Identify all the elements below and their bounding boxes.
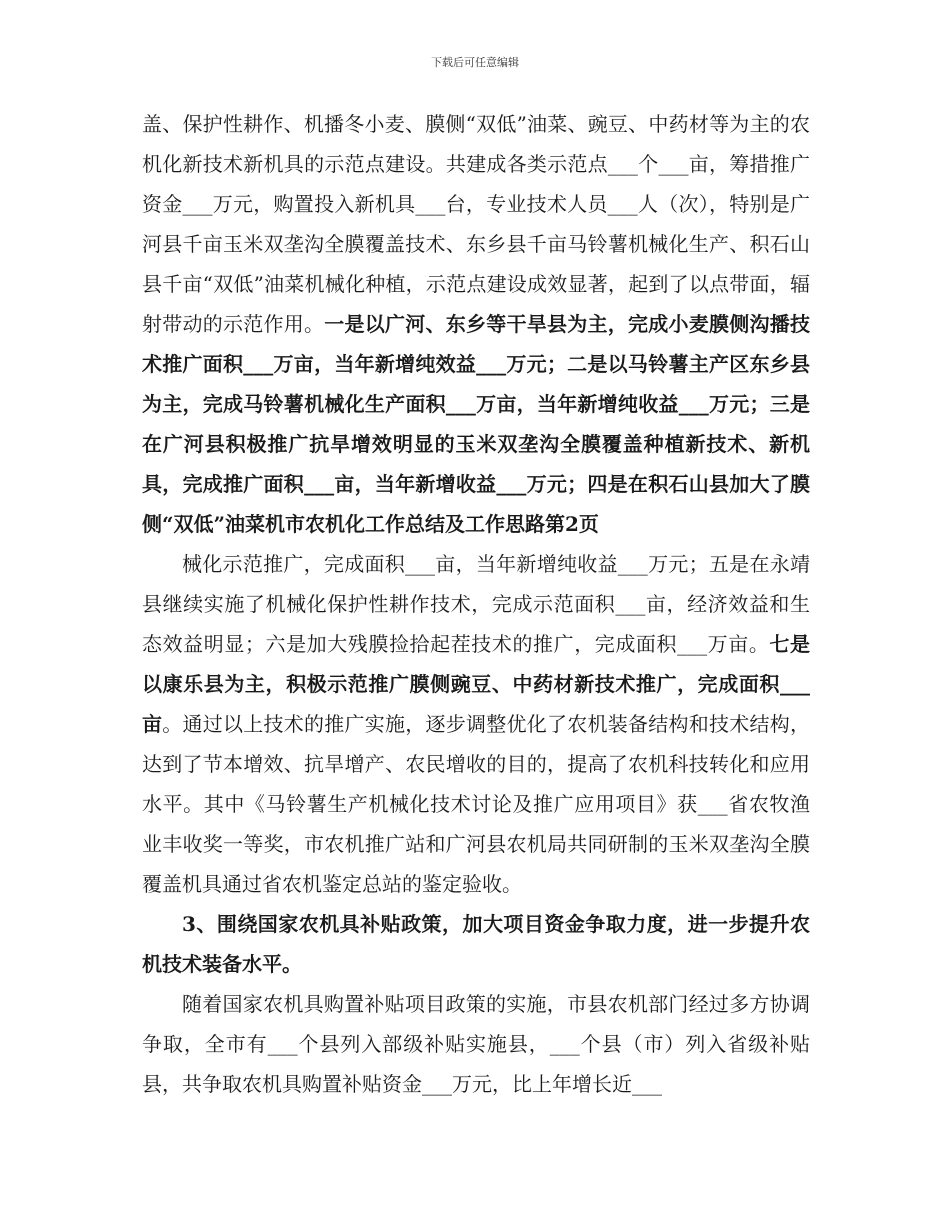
section-heading-3: 3、围绕国家农机具补贴政策，加大项目资金争取力度，进一步提升农机技术装备水平。: [142, 912, 810, 976]
paragraph-subsidy-policy: 随着国家农机具购置补贴项目政策的实施，市县农机部门经过多方协调争取，全市有___个县列入部级补贴实施县，___个县（市）列入省级补贴县，共争取农机具购置补贴资金___万元，比上年增长近___: [142, 992, 810, 1096]
paragraph-bold-text: 七是以康乐县为主，积极示范推广膜侧豌豆、中药材新技术推广，完成面积___亩: [142, 632, 811, 736]
paragraph-demonstration-sites: [142, 104, 810, 544]
paragraph-text: 盖、保护性耕作、机播冬小麦、膜侧“双低”油菜、豌豆、中药材等为主的农机化新技术新机具的示范点建设。共建成各类示范点___个___亩，筹措推广资金___万元，购置投入新机具___台，专业技术人员___人（次），特别是广河县千亩玉米双垄沟全膜覆盖技术、东乡县千亩马铃薯机械化生产、积石山县千亩“双低”油菜机械化种植，示范点建设成效显著，起到了以点带面，辐射带动的示范作用。: [142, 112, 810, 336]
paragraph-bold-text: 一是以广河、东乡等干旱县为主，完成小麦膜侧沟播技术推广面积___万亩，当年新增纯效益___万元；二是以马铃薯主产区东乡县为主，完成马铃薯机械化生产面积___万亩，当年新增纯收益___万元；三是在广河县积极推广抗旱增效明显的玉米双垄沟全膜覆盖种植新技术、新机具，完成推广面积___亩，当年新增收益___万元；四是在积石山县加大了膜侧“双低”油菜机市农机化工作总结及工作思路第2页: [142, 312, 810, 536]
page-header: 下载后可任意编辑: [431, 56, 519, 69]
paragraph-text: 械化示范推广，完成面积___亩，当年新增纯收益___万元；五是在永靖县继续实施了机械化保护性耕作技术，完成示范面积___亩，经济效益和生态效益明显；六是加大残膜捡拾起茬技术的推广，完成面积___万亩。: [142, 552, 810, 656]
paragraph-promotion-results: [142, 544, 810, 904]
paragraph-text: 。通过以上技术的推广实施，逐步调整优化了农机装备结构和技术结构，达到了节本增效、抗旱增产、农民增收的目的，提高了农机科技转化和应用水平。其中《马铃薯生产机械化技术讨论及推广应用项目》获___省农牧渔业丰收奖一等奖，市农机推广站和广河县农机局共同研制的玉米双垄沟全膜覆盖机具通过省农机鉴定总站的鉴定验收。: [142, 712, 810, 896]
document-body: [142, 104, 810, 1104]
